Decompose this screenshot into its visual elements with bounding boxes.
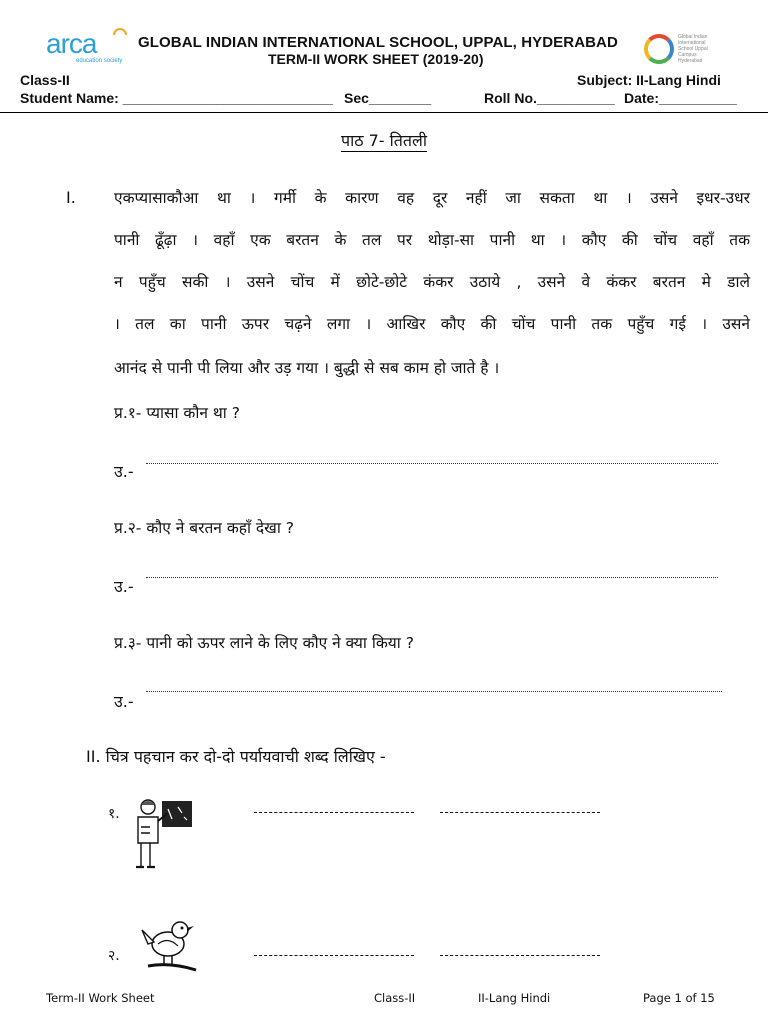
class-label: Class-II [20,72,70,88]
item-2-synonym-2-line[interactable] [440,955,600,956]
subject-label: Subject: II-Lang Hindi [577,72,721,88]
logo-text: arca [46,28,97,59]
passage-line-4: । तल का पानी ऊपर चढ़ने लगा । आखिर कौए की चोंच पानी तक पहुँच गई । उसने [114,315,750,333]
item-1-synonym-1-line[interactable] [254,812,414,813]
passage-line-1: एकप्यासाकौआ था । गर्मी के कारण वह दूर नहीं जा सकता था । उसने इधर-उधर [114,189,750,207]
question-2: प्र.२- कौए ने बरतन कहाँ देखा ? [114,519,294,537]
question-1: प्र.१- प्यासा कौन था ? [114,404,240,422]
item-2-number: २. [108,948,120,964]
answer-1-line[interactable] [146,463,718,464]
sun-icon [112,26,128,36]
date-field[interactable]: Date:__________ [624,90,737,106]
giis-logo [644,32,744,72]
student-name-field[interactable]: Student Name: ___________________________ [20,90,333,106]
answer-2-line[interactable] [146,577,718,578]
school-name: GLOBAL INDIAN INTERNATIONAL SCHOOL, UPPAL, HYDERABAD [138,34,618,51]
answer-2-label: उ.- [114,577,134,596]
header-divider [0,112,768,113]
bird-on-branch-icon [140,908,200,976]
ring-icon [644,34,674,64]
lesson-title: पाठ 7- तितली [340,131,428,150]
item-1-number: १. [108,806,120,822]
teacher-at-blackboard-icon [128,795,198,871]
section-1-number: I. [66,188,76,207]
passage-line-2: पानी ढूँढ़ा । वहाँ एक बरतन के तल पर थोड़ा-सा पानी था । कौए की चोंच वहाँ तक [114,231,750,249]
item-1-synonym-2-line[interactable] [440,812,600,813]
answer-1-label: उ.- [114,462,134,481]
page-number: Page 1 of 15 [643,991,715,1005]
answer-3-line[interactable] [146,691,722,692]
question-3: प्र.३- पानी को ऊपर लाने के लिए कौए ने क्या किया ? [114,634,414,652]
passage-line-5: आनंद से पानी पी लिया और उड़ गया । बुद्धी से सब काम हो जाते है । [114,359,500,377]
item-2-synonym-1-line[interactable] [254,955,414,956]
worksheet-term: TERM-II WORK SHEET (2019-20) [268,51,484,67]
right-logo-text: Global Indian International School Uppal Campus Hyderabad [678,34,708,64]
footer-title: Term-II Work Sheet [46,991,155,1005]
section-field[interactable]: Sec________ [344,90,432,106]
passage-line-3: न पहुँच सकी । उसने चोंच में छोटे-छोटे कंकर उठाये , उसने वे कंकर बरतन मे डाले [114,273,750,291]
roll-number-field[interactable]: Roll No.__________ [484,90,615,106]
footer-subject: II-Lang Hindi [478,991,551,1005]
answer-3-label: उ.- [114,692,134,711]
footer-class: Class-II [374,991,416,1005]
section-2-heading: II. चित्र पहचान कर दो-दो पर्यायवाची शब्द लिखिए - [86,747,386,766]
logo-subtext: education society [76,58,123,64]
arca-logo [46,30,136,70]
